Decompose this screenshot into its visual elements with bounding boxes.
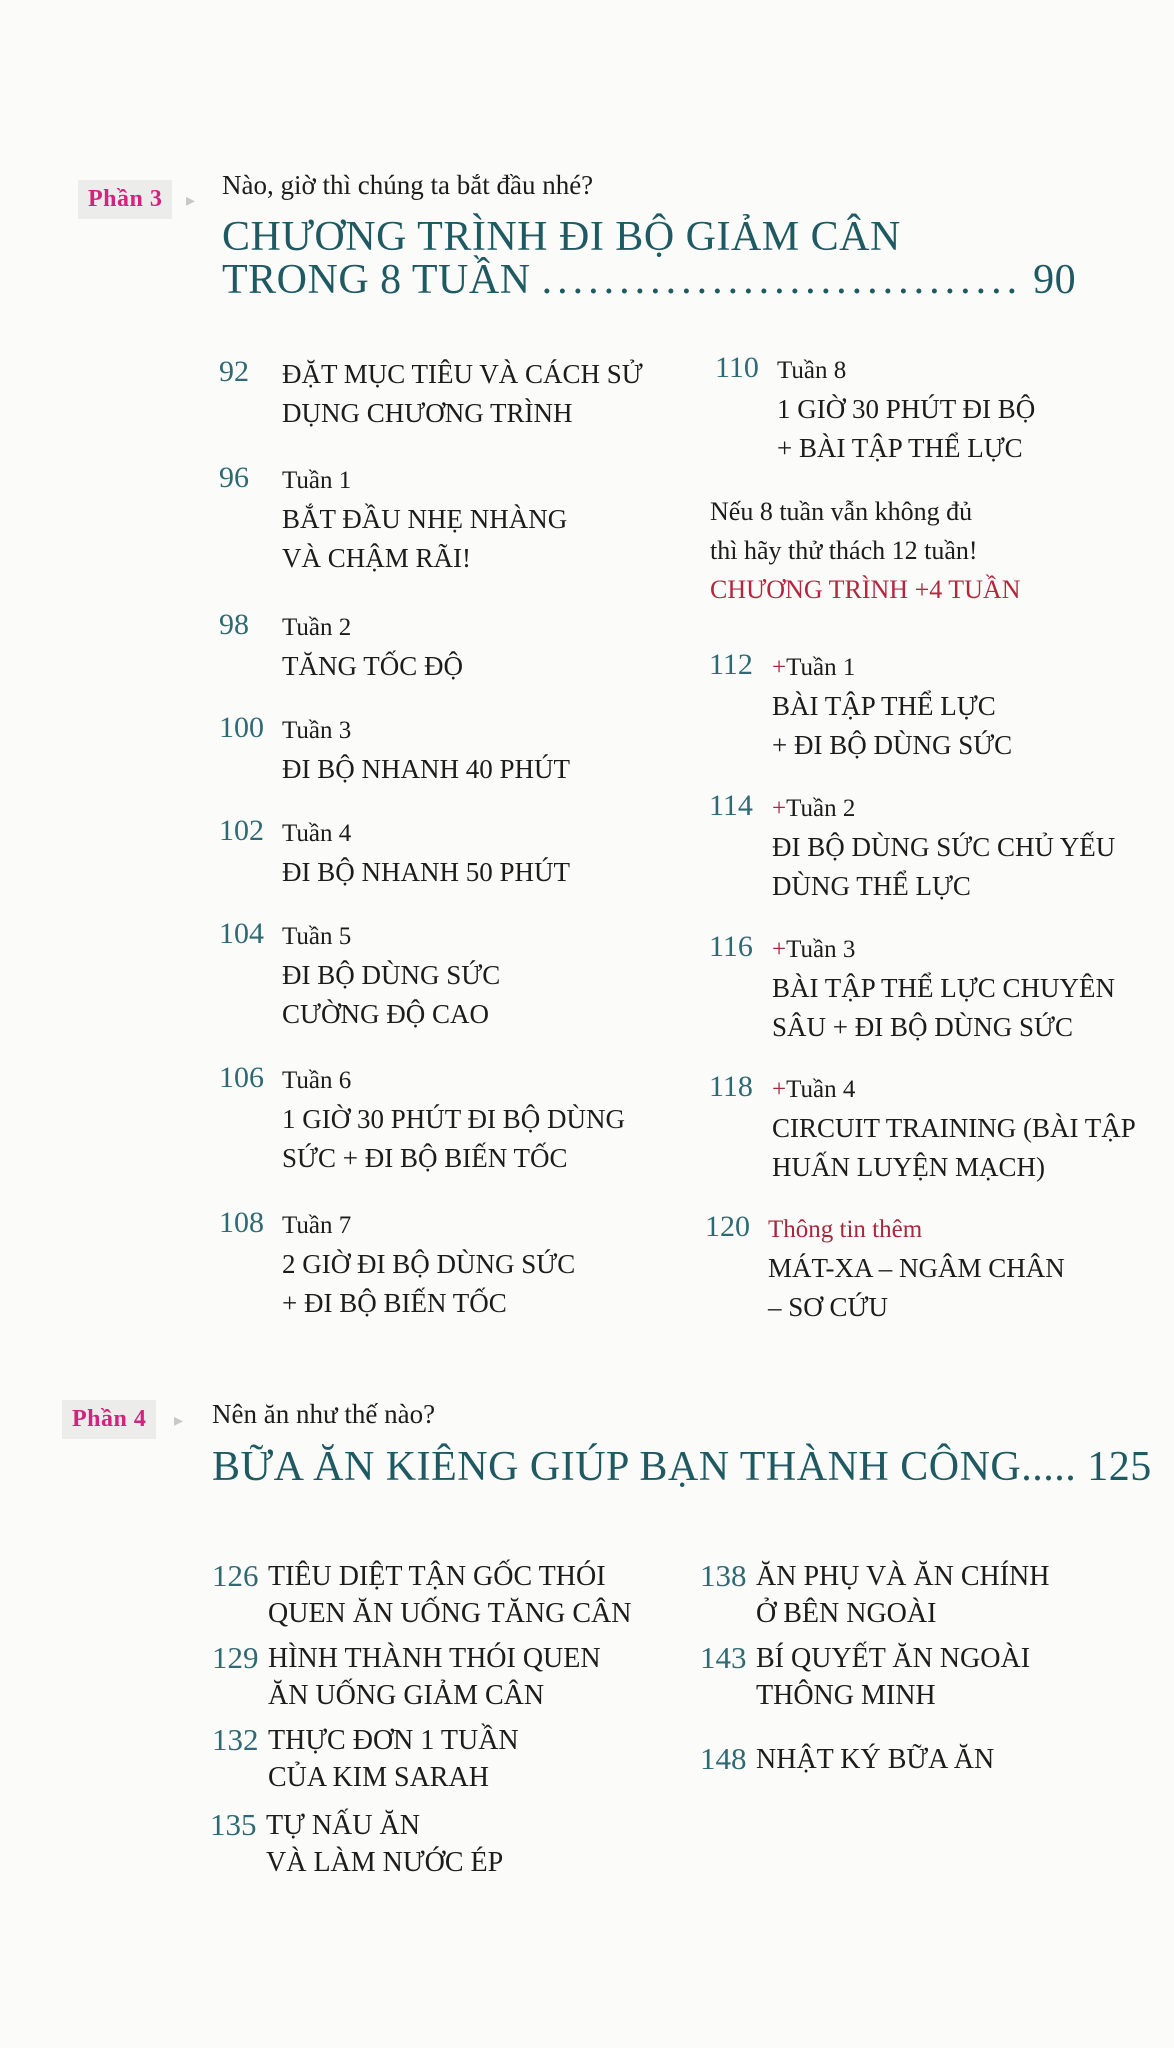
- entry-title: CỦA KIM SARAH: [268, 1762, 489, 1793]
- leader-dots: .....: [1021, 1444, 1077, 1490]
- page-number: 129: [212, 1640, 259, 1675]
- week-text: Tuần 4: [786, 1076, 856, 1103]
- entry-title: DỤNG CHƯƠNG TRÌNH: [282, 398, 573, 428]
- entry-title: VÀ LÀM NƯỚC ÉP: [266, 1847, 504, 1878]
- entry-title: THÔNG MINH: [756, 1680, 936, 1711]
- entry-title: TĂNG TỐC ĐỘ: [282, 651, 463, 681]
- entry-title: THỰC ĐƠN 1 TUẦN: [268, 1725, 519, 1756]
- week-text: Tuần 1: [786, 654, 856, 681]
- entry-title: – SƠ CỨU: [768, 1292, 888, 1322]
- note-line: thì hãy thử thách 12 tuần!: [710, 536, 978, 565]
- entry-title: DÙNG THỂ LỰC: [772, 871, 971, 901]
- plus-sign: +: [772, 654, 787, 681]
- part-3-subtitle: Nào, giờ thì chúng ta bắt đầu nhé?: [222, 170, 594, 200]
- page-number: 104: [219, 917, 264, 950]
- week-label: [772, 1070, 1136, 1109]
- entry-title: MÁT-XA – NGÂM CHÂN: [768, 1253, 1065, 1283]
- leader-dots: ...............................: [541, 257, 1023, 303]
- entry-title: NHẬT KÝ BỮA ĂN: [756, 1744, 995, 1775]
- part-4-subtitle: Nên ăn như thế nào?: [212, 1399, 436, 1429]
- entry-title: CIRCUIT TRAINING (BÀI TẬP: [772, 1113, 1136, 1143]
- entry-title: + ĐI BỘ BIẾN TỐC: [282, 1288, 507, 1318]
- page-number: 135: [210, 1807, 257, 1842]
- entry-title: HUẤN LUYỆN MẠCH): [772, 1152, 1045, 1182]
- page-number: 92: [219, 355, 249, 388]
- week-label: Tuần 8: [777, 357, 847, 384]
- note-line: Nếu 8 tuần vẫn không đủ: [710, 497, 973, 526]
- entry-title: TỰ NẤU ĂN: [266, 1810, 420, 1841]
- entry-title: BÍ QUYẾT ĂN NGOÀI: [756, 1643, 1031, 1674]
- page-number: 106: [219, 1061, 264, 1094]
- page-number: 112: [709, 648, 753, 681]
- page-number: 118: [709, 1070, 753, 1103]
- extension-note: [710, 492, 1021, 609]
- week-label: Tuần 2: [282, 614, 352, 641]
- page-number: 102: [219, 814, 264, 847]
- entry-title: + ĐI BỘ DÙNG SỨC: [772, 730, 1013, 760]
- entry-title: TIÊU DIỆT TẬN GỐC THÓI: [268, 1561, 606, 1592]
- page-number: 96: [219, 461, 249, 494]
- week-label: Tuần 5: [282, 923, 352, 950]
- entry-title: ĐI BỘ DÙNG SỨC CHỦ YẾU: [772, 832, 1116, 862]
- page-number: 100: [219, 711, 264, 744]
- page-number: 143: [700, 1640, 747, 1675]
- week-text: Tuần 3: [786, 936, 856, 963]
- entry-title: BẮT ĐẦU NHẸ NHÀNG: [282, 504, 568, 534]
- week-label: Tuần 3: [282, 717, 352, 744]
- page-number: 110: [715, 351, 759, 384]
- part-3-title-text: TRONG 8 TUẦN: [222, 257, 531, 303]
- plus-sign: +: [772, 936, 787, 963]
- arrow-right-icon: ▸: [186, 190, 196, 210]
- part-4-page-number: 125: [1087, 1444, 1152, 1490]
- part-4-badge: Phần 4: [62, 1400, 156, 1439]
- week-text: Tuần 2: [786, 795, 856, 822]
- entry-title: 1 GIỜ 30 PHÚT ĐI BỘ: [777, 394, 1036, 424]
- entry-title: VÀ CHẬM RÃI!: [282, 543, 471, 573]
- entry-title: ĐI BỘ NHANH 50 PHÚT: [282, 857, 570, 887]
- week-label: Tuần 1: [282, 467, 352, 494]
- entry-title: 1 GIỜ 30 PHÚT ĐI BỘ DÙNG: [282, 1104, 625, 1134]
- entry-title: BÀI TẬP THỂ LỰC CHUYÊN: [772, 973, 1115, 1003]
- entry-title: + BÀI TẬP THỂ LỰC: [777, 433, 1023, 463]
- week-label: [772, 930, 1115, 969]
- page-number: 108: [219, 1206, 264, 1239]
- entry-title: HÌNH THÀNH THÓI QUEN: [268, 1643, 601, 1674]
- week-label: Tuần 6: [282, 1067, 352, 1094]
- part-4-title[interactable]: [212, 1445, 1152, 1489]
- entry-title: Ở BÊN NGOÀI: [756, 1598, 937, 1629]
- entry-title: 2 GIỜ ĐI BỘ DÙNG SỨC: [282, 1249, 576, 1279]
- entry-title: SỨC + ĐI BỘ BIẾN TỐC: [282, 1143, 568, 1173]
- page-number: 126: [212, 1558, 259, 1593]
- week-label: Tuần 7: [282, 1212, 352, 1239]
- entry-title: BÀI TẬP THỂ LỰC: [772, 691, 996, 721]
- entry-title: ĐI BỘ DÙNG SỨC: [282, 960, 501, 990]
- part-3-badge: Phần 3: [78, 180, 172, 219]
- week-label: [772, 648, 1012, 687]
- entry-title: CƯỜNG ĐỘ CAO: [282, 999, 489, 1029]
- page-number: 148: [700, 1741, 747, 1776]
- part-3-title-line-1: CHƯƠNG TRÌNH ĐI BỘ GIẢM CÂN: [222, 214, 901, 260]
- part-3-title-line-2[interactable]: [222, 258, 1076, 302]
- plus-sign: +: [772, 1076, 787, 1103]
- entry-title: SÂU + ĐI BỘ DÙNG SỨC: [772, 1012, 1073, 1042]
- part-4-title-text: BỮA ĂN KIÊNG GIÚP BẠN THÀNH CÔNG: [212, 1444, 1022, 1490]
- note-heading: CHƯƠNG TRÌNH +4 TUẦN: [710, 575, 1021, 604]
- page-number: 120: [705, 1210, 750, 1243]
- entry-title: QUEN ĂN UỐNG TĂNG CÂN: [268, 1598, 632, 1629]
- arrow-right-icon: ▸: [174, 1410, 184, 1430]
- week-label: Tuần 4: [282, 820, 352, 847]
- entry-title: ĐI BỘ NHANH 40 PHÚT: [282, 754, 570, 784]
- page-number: 114: [709, 789, 753, 822]
- extra-info-label: Thông tin thêm: [768, 1216, 923, 1243]
- week-label: [772, 789, 1115, 828]
- page-number: 138: [700, 1558, 747, 1593]
- part-3-page-number: 90: [1033, 257, 1077, 303]
- entry-title: ĂN PHỤ VÀ ĂN CHÍNH: [756, 1561, 1050, 1592]
- entry-title: ĐẶT MỤC TIÊU VÀ CÁCH SỬ: [282, 359, 643, 389]
- page-number: 132: [212, 1722, 259, 1757]
- entry-title: ĂN UỐNG GIẢM CÂN: [268, 1680, 545, 1711]
- page-number: 98: [219, 608, 249, 641]
- plus-sign: +: [772, 795, 787, 822]
- page-number: 116: [709, 930, 753, 963]
